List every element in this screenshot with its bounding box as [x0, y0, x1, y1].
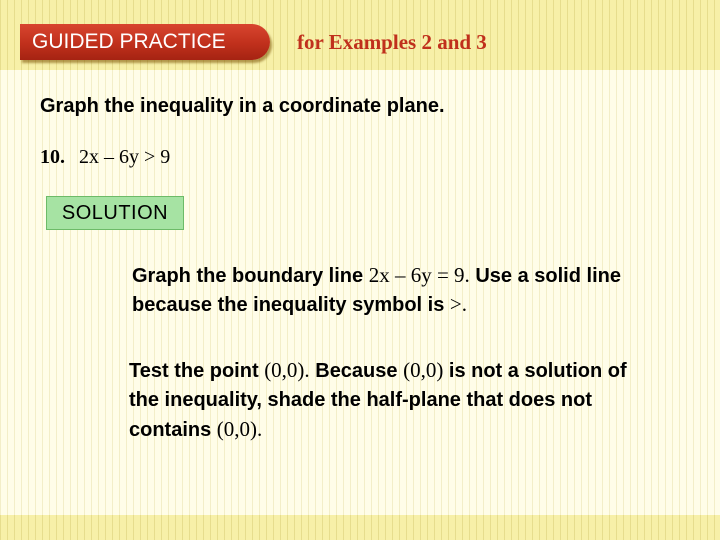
problem-statement	[40, 146, 170, 169]
step-2-point-b: (0,0)	[403, 358, 444, 382]
step-1-symbol: >.	[449, 292, 467, 316]
guided-practice-badge: GUIDED PRACTICE	[20, 24, 270, 60]
step-2-text-b: Because	[309, 360, 404, 382]
step-1-equation: 2x – 6y = 9.	[368, 263, 470, 287]
solution-label: SOLUTION	[46, 196, 184, 230]
examples-subtitle: for Examples 2 and 3	[297, 30, 487, 54]
step-1-paragraph	[132, 261, 692, 319]
footer-band	[0, 515, 720, 540]
step-2-text-a: Test the point	[129, 360, 265, 382]
problem-expression: 2x – 6y > 9	[79, 146, 171, 168]
instruction-text: Graph the inequality in a coordinate plane.	[40, 95, 445, 117]
step-2-point-a: (0,0).	[264, 358, 310, 382]
step-2-point-c: (0,0).	[216, 417, 263, 441]
step-2-text-c: is not a solution of the inequality, shade the half-plane that does not contains	[129, 360, 627, 441]
step-1-text-a: Graph the boundary line	[132, 265, 369, 287]
problem-number: 10.	[40, 146, 65, 168]
step-1-text-b: Use a solid line because the inequality symbol is	[132, 265, 621, 316]
step-2-paragraph	[129, 356, 629, 445]
